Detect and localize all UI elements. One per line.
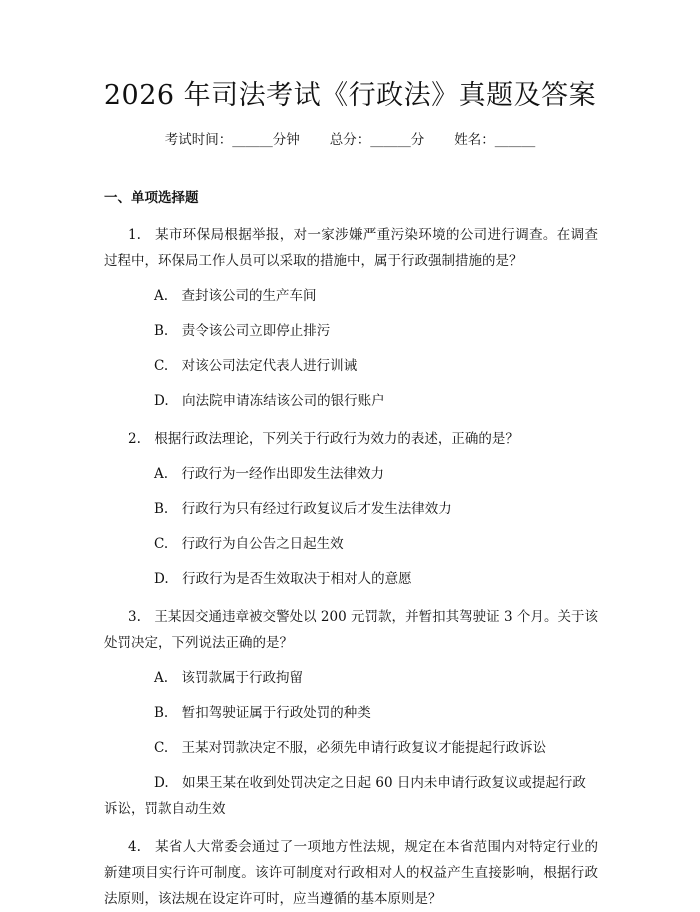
option-d: D. 如果王某在收到处罚决定之日起 60 日内未申请行政复议或提起行政诉讼，罚款自动生效 [104,775,586,817]
option-b: B. 责令该公司立即停止排污 [154,323,331,339]
exam-content [104,186,598,912]
question-stem: 3. 王某因交通违章被交警处以 200 元罚款，并暂扣其驾驶证 3 个月。关于该处罚决定，下列说法正确的是？ [104,609,598,651]
question-stem: 1. 某市环保局根据举报，对一家涉嫌严重污染环境的公司进行调查。在调查过程中，环保局工作人员可以采取的措施中，属于行政强制措施的是？ [104,227,598,269]
question-3 [104,604,598,822]
option-a: A. 查封该公司的生产车间 [154,288,317,304]
option-a: A. 该罚款属于行政拘留 [154,670,304,686]
question-4 [104,834,598,912]
option-d: D. 行政行为是否生效取决于相对人的意愿 [154,571,412,587]
option-c: C. 王某对罚款决定不服，必须先申请行政复议才能提起行政诉讼 [154,740,547,756]
total-score-field: 总分：______分 [329,132,425,148]
question-1 [104,222,598,414]
option-a: A. 行政行为一经作出即发生法律效力 [154,466,385,482]
option-c: C. 行政行为自公告之日起生效 [154,536,344,552]
question-2 [104,426,598,592]
option-d: D. 向法院申请冻结该公司的银行账户 [154,393,385,409]
student-name-field: 姓名：______ [454,132,536,148]
document-title: 2026 年司法考试《行政法》真题及答案 [103,80,597,111]
option-b: B. 行政行为只有经过行政复议后才发生法律效力 [154,501,452,517]
exam-time-field: 考试时间：______分钟 [164,132,300,148]
question-stem: 4. 某省人大常委会通过了一项地方性法规，规定在本省范围内对特定行业的新建项目实行许可制度。该许可制度对行政相对人的权益产生直接影响，根据行政法原则，该法规在设定许可时，应当遵循的基本原则是？ [104,839,598,907]
option-b: B. 暂扣驾驶证属于行政处罚的种类 [154,705,371,721]
option-c: C. 对该公司法定代表人进行训诫 [154,358,358,374]
section-heading: 一、单项选择题 [104,190,199,206]
exam-meta [0,128,700,152]
question-stem: 2. 根据行政法理论，下列关于行政行为效力的表述，正确的是？ [128,431,519,447]
